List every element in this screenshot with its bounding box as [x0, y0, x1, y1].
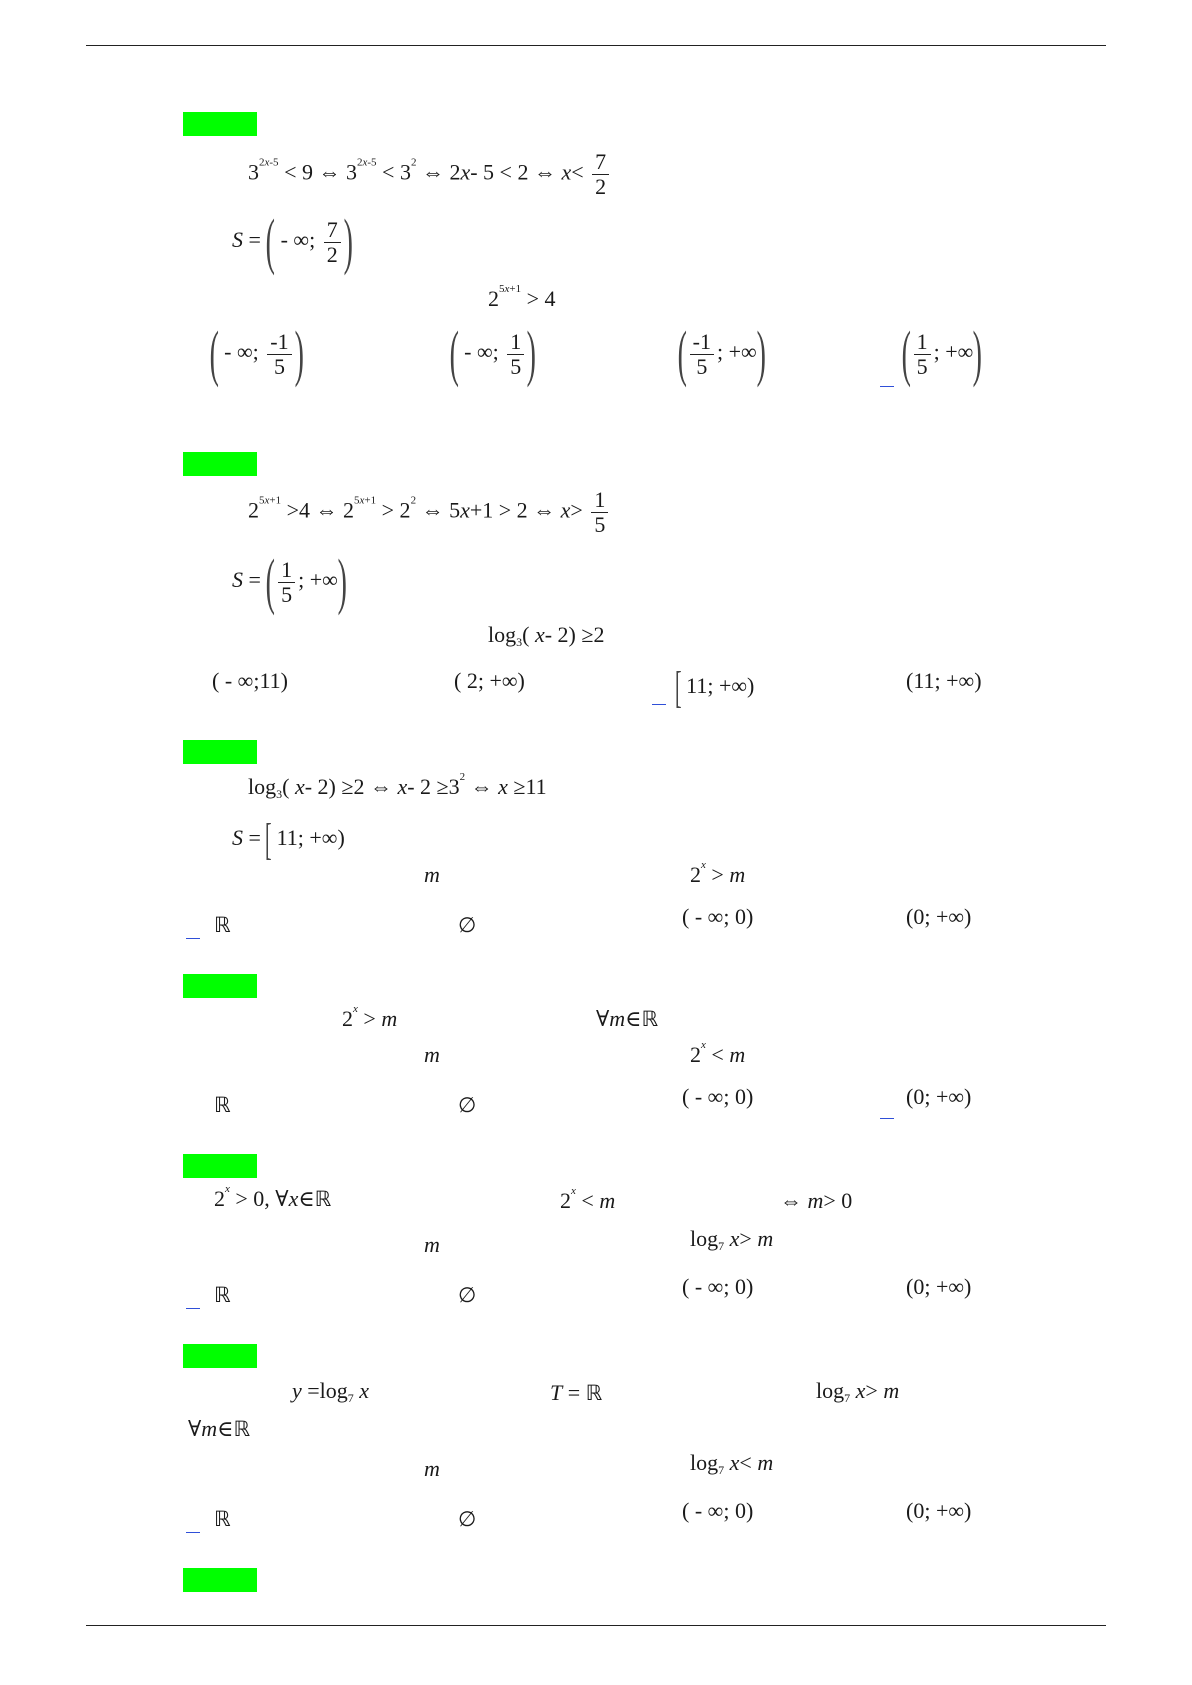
footer-rule	[86, 1625, 1106, 1626]
solution-line: $\log_3$( x- 2) ≥2 ⇔ x- $2 \ge 3^2$ ⇔ x ≥11	[248, 771, 547, 801]
answer-marker	[186, 1532, 200, 1533]
option-a[interactable]: ℝ	[214, 1283, 231, 1307]
option-d[interactable]: (11; +∞)	[906, 668, 982, 693]
question-stem: $\log_7 x> m$	[690, 1226, 774, 1253]
solution-set: S = [ 11; +∞)	[232, 815, 345, 864]
answer-highlight	[183, 452, 257, 476]
option-b[interactable]: ∅	[458, 1093, 477, 1117]
option-d[interactable]: (0; +∞)	[906, 1084, 972, 1109]
answer-marker	[652, 704, 666, 705]
question-stem: $2^{5x+1} > 4$	[488, 283, 556, 311]
option-c[interactable]: ( - ∞; 0)	[682, 904, 754, 929]
header-rule	[86, 45, 1106, 46]
option-d[interactable]: (0; +∞)	[906, 1274, 972, 1299]
option-b[interactable]: ( - ∞; $\frac{1}{5}$ )	[449, 320, 537, 388]
solution-set: S = ( $\frac{1}{5}$ ; +∞)	[232, 548, 347, 616]
option-b[interactable]: ∅	[458, 913, 477, 937]
option-a[interactable]: ( - ∞; $\frac{-1}{5}$ )	[209, 320, 304, 388]
parameter-m: m	[424, 1042, 440, 1067]
answer-highlight	[183, 1568, 257, 1592]
solution-line: $3^{2x-5} < 9$ ⇔ $3^{2x-5} < 3^2$ ⇔ 2x- 5 < 2 ⇔ x< $\frac{7}{2}$	[248, 150, 612, 199]
solution-line: ∀m∈ℝ	[596, 1006, 659, 1031]
answer-highlight	[183, 1344, 257, 1368]
option-d[interactable]: ( $\frac{1}{5}$ ; +∞)	[901, 320, 983, 388]
question-stem: $\log_7 x< m$	[690, 1450, 774, 1477]
parameter-m: m	[424, 862, 440, 887]
option-c[interactable]: ( - ∞; 0)	[682, 1084, 754, 1109]
solution-line: $2^{5x+1} >4$ ⇔ $2^{5x+1} > 2^2$ ⇔ 5x+1 > 2 ⇔ x> $\frac{1}{5}$	[248, 488, 611, 537]
option-d[interactable]: (0; +∞)	[906, 904, 972, 929]
question-stem: $\log_3$( x- 2) ≥2	[488, 622, 605, 649]
option-a[interactable]: ℝ	[214, 913, 231, 937]
option-c[interactable]: ( $\frac{-1}{5}$ ; +∞)	[677, 320, 766, 388]
parameter-m: m	[424, 1456, 440, 1481]
solution-line: $2^x < m$	[560, 1185, 616, 1213]
solution-line: T = ℝ	[550, 1380, 603, 1405]
solution-line: $2^x > 0$, ∀x∈ℝ	[214, 1183, 332, 1211]
question-stem: $2^x > m$	[690, 859, 746, 887]
question-stem: $2^x < m$	[690, 1039, 746, 1067]
option-b[interactable]: ∅	[458, 1283, 477, 1307]
solution-line: $\log_7 x> m$	[816, 1378, 900, 1405]
option-c[interactable]: [ 11; +∞)	[675, 663, 755, 712]
answer-highlight	[183, 1154, 257, 1178]
answer-marker	[880, 1118, 894, 1119]
solution-line: ∀m∈ℝ	[188, 1416, 251, 1441]
solution-set: S = ( - ∞; $\frac{7}{2}$ )	[232, 208, 353, 276]
option-b[interactable]: ( 2; +∞)	[454, 668, 525, 693]
solution-line: ⇔ m> 0	[780, 1188, 853, 1213]
answer-highlight	[183, 974, 257, 998]
solution-line: $2^x > m$	[342, 1003, 398, 1031]
option-c[interactable]: ( - ∞; 0)	[682, 1274, 754, 1299]
answer-marker	[880, 386, 894, 387]
answer-highlight	[183, 112, 257, 136]
option-a[interactable]: ( - ∞;11)	[212, 668, 288, 693]
option-b[interactable]: ∅	[458, 1507, 477, 1531]
answer-marker	[186, 938, 200, 939]
option-c[interactable]: ( - ∞; 0)	[682, 1498, 754, 1523]
option-a[interactable]: ℝ	[214, 1093, 231, 1117]
option-d[interactable]: (0; +∞)	[906, 1498, 972, 1523]
solution-line: $y =\log_7$ x	[292, 1378, 370, 1405]
answer-marker	[186, 1308, 200, 1309]
parameter-m: m	[424, 1232, 440, 1257]
answer-highlight	[183, 740, 257, 764]
option-a[interactable]: ℝ	[214, 1507, 231, 1531]
